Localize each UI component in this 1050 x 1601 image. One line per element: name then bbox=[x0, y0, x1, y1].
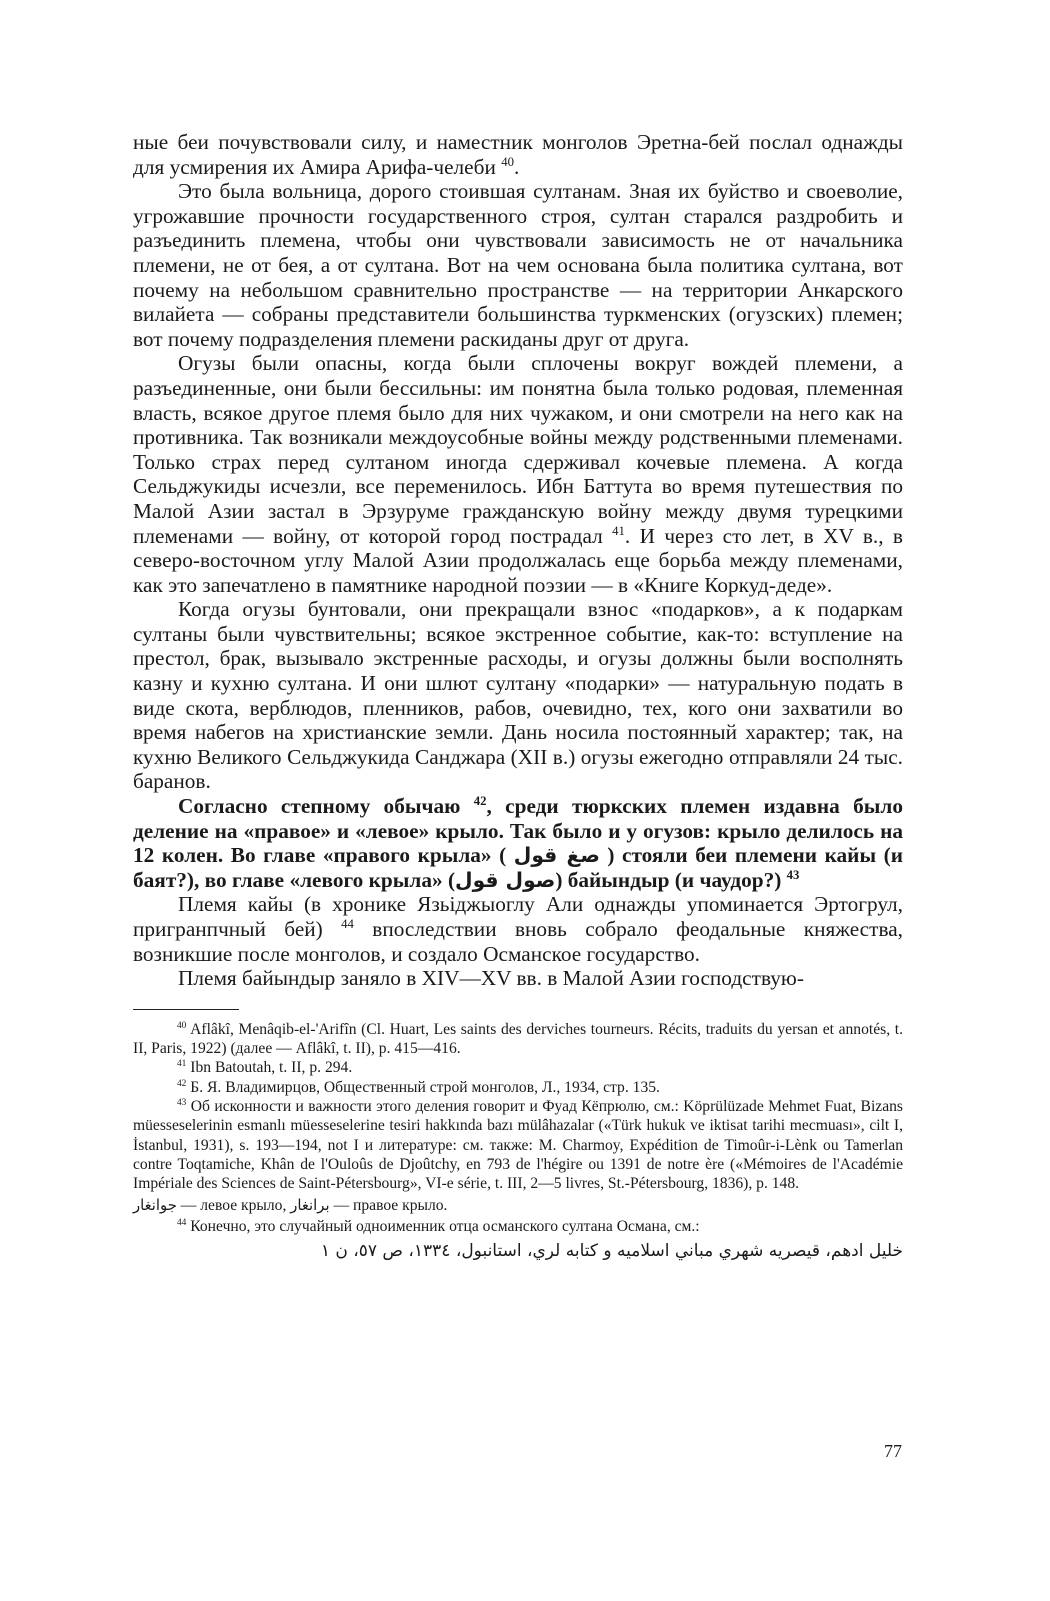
footnote-ref-44[interactable]: 44 bbox=[341, 916, 354, 931]
footnote-ref-43[interactable]: 43 bbox=[786, 867, 800, 882]
paragraph-1: ные беи почувствовали силу, и наместник монголов Эретна-бей послал однажды для усмирения их Амира Арифа-челеби $^{40}$. bbox=[133, 130, 903, 179]
arabic-right-wing: صغ قول bbox=[513, 843, 600, 868]
footnote-divider bbox=[133, 1009, 239, 1010]
footnote-ref-40[interactable]: 40 bbox=[501, 154, 514, 169]
body-text bbox=[133, 130, 903, 991]
footnote-44: $^{44}$ Конечно, это случайный одноименник отца османского султана Османа, см.: bbox=[177, 1218, 700, 1236]
page-number: 77 bbox=[884, 1441, 902, 1461]
footnote-ref-42[interactable]: 42 bbox=[473, 793, 487, 808]
arabic-left-wing: صول قول bbox=[455, 867, 556, 892]
arabic-citation: خليل ادهم، قيصريه شهري مباني اسلاميه و كتابه لري، استانبول، ١٣٣٤، ص ٥٧، ن ١ bbox=[320, 1240, 903, 1261]
footnote-ref-41[interactable]: 41 bbox=[612, 523, 625, 538]
footnote-40: $^{40}$ Aflâkî, Menâqib-el-'Arifîn (Cl. Huart, Les saints des derviches tourneurs. Récits, traduits du yersan et annotés, t. II, Paris, 1922) (далее — Aflâkî, t. II), p. 415—416. bbox=[133, 1020, 903, 1058]
paragraph-3: Огузы были опасны, когда были сплочены вокруг вождей племени, а разъединенные, они были бессильны: им понятна была только родовая, племенная власть, всякое другое племя было для них чужаком, и они смотрели на него как на противника. Так возникали междоусобные войны между родственными племенами. Только страх перед султаном иногда сдерживал кочевые племена. А когда Сельджукиды исчезли, все переменилось. Ибн Баттута во время путешествия по Малой Азии застал в Эрзуруме гражданскую войну между двумя турецкими племенами — войну, от которой город пострадал $^{41}$. И через сто лет, в XV в., в северо-восточном углу Малой Азии продолжалась еще борьба между племенами, как это запечатлено в памятнике народной поэзии — в «Книге Коркуд-деде». bbox=[133, 351, 903, 597]
paragraph-5: Согласно степному обычаю $^{42}$, среди тюркских племен издавна было деление на «правое» и «левое» крыло. Так было и у огузов: крыло делилось на 12 колен. Во главе «правого крыла» ( صغ قول ) стояли беи племени кайы (и баят?), во главе «левого крыла» (صول قول) байындыр (и чаудор?) $^{43}$ bbox=[133, 793, 903, 892]
page bbox=[133, 130, 903, 1263]
footnote-43: $^{43}$ Об исконности и важности этого деления говорит и Фуад Кёпрюлю, см.: Köprülüzade Mehmet Fuat, Bizans müesseselerinin esmanlı müesseselerine tesiri hakkında bazı mülâhazalar («Türk hukuk ve iktisat tarihi mecmuası», cilt I, İstanbul, 1931), s. 193—194, not I и литературе: см. также: M. Charmoy, Expédition de Timoûr-i-Lènk ou Tamerlan contre Toqtamiche, Khân de l'Ouloûs de Djoûtchy, en 793 de l'hégire ou 1391 de notre ère («Mémoires de l'Académie Impériale des Sciences de Saint-Pétersbourg», VI-e série, t. III, 2—5 livres, St.-Pétersbourg, 1836), p. 148. bbox=[133, 1097, 903, 1193]
wing-glossary: جوانغار — левое крыло, برانغار — правое крыло. bbox=[133, 1197, 448, 1215]
paragraph-7: Племя байындыр заняло в XIV—XV вв. в Малой Азии господствую- bbox=[178, 966, 804, 991]
footnote-41: $^{41}$ Ibn Batoutah, t. II, p. 294. bbox=[177, 1059, 353, 1077]
footnote-42: $^{42}$ Б. Я. Владимирцов, Общественный строй монголов, Л., 1934, стр. 135. bbox=[177, 1078, 660, 1096]
paragraph-2: Это была вольница, дорого стоившая султанам. Зная их буйство и своеволие, угрожавшие прочности государственного строя, султан старался раздробить и разъединить племена, чтобы они чувствовали зависимость не от начальника племени, не от бея, а от султана. Вот на чем основана была политика султана, вот почему на небольшом сравнительно пространстве — на территории Анкарского вилайета — собраны представители большинства туркменских (огузских) племен; вот почему подразделения племени раскиданы друг от друга. bbox=[133, 179, 903, 351]
footnotes bbox=[133, 1020, 903, 1263]
paragraph-4: Когда огузы бунтовали, они прекращали взнос «подарков», а к подаркам султаны были чувствительны; всякое экстренное событие, как-то: вступление на престол, брак, вызывало экстренные расходы, и огузы должны были восполнять казну и кухню султана. И они шлют султану «подарки» — натуральную подать в виде скота, верблюдов, пленников, рабов, очевидно, тех, кого они захватили во время набегов на христианские земли. Дань носила постоянный характер; так, на кухню Великого Сельджукида Санджара (XII в.) огузы ежегодно отправляли 24 тыс. баранов. bbox=[133, 597, 903, 794]
paragraph-6: Племя кайы (в хронике Язьiджыоглу Али однажды упоминается Эртогрул, пригранпчный бей) $^{44}$ впоследствии вновь собрало феодальные княжества, возникшие после монголов, и создало Османское государство. bbox=[133, 892, 903, 966]
